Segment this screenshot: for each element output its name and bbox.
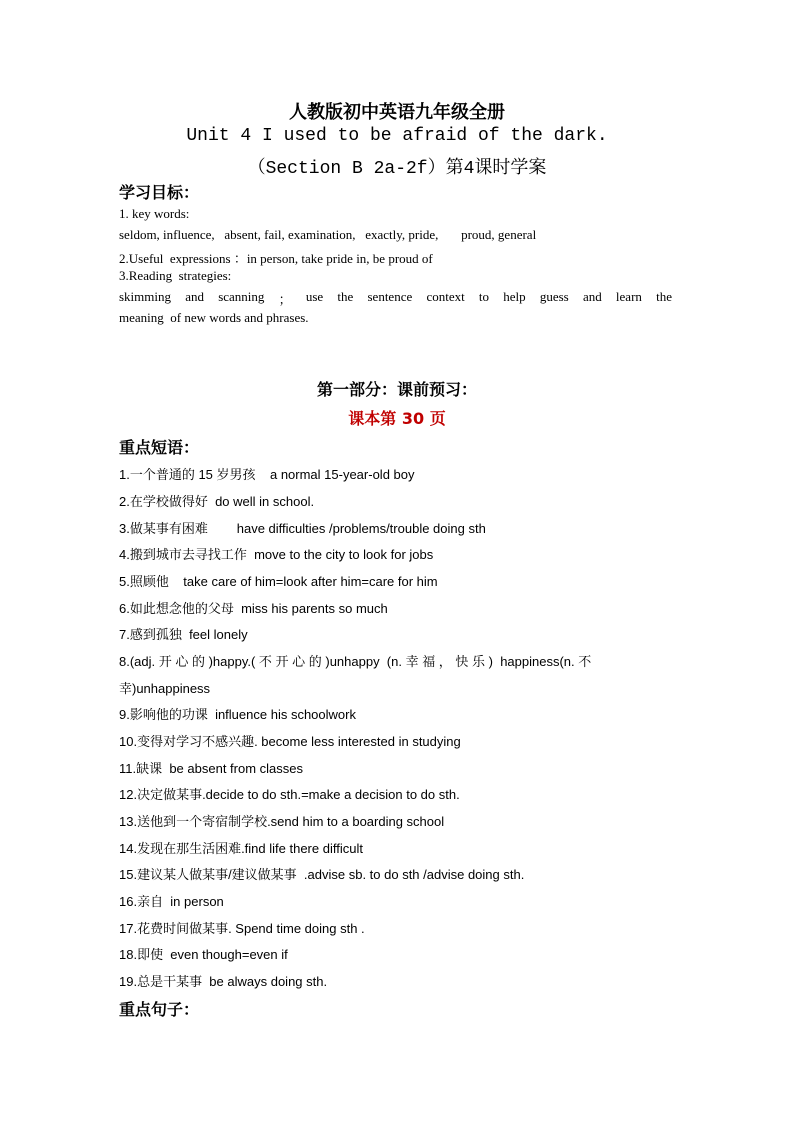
objective-line-4: 3.Reading strategies: bbox=[119, 268, 232, 283]
phrase-item: 11.缺课 be absent from classes bbox=[119, 761, 304, 776]
strategy-word: learn bbox=[615, 289, 642, 304]
key-sentences-heading: 重点句子： bbox=[119, 1000, 200, 1019]
strategy-word: the bbox=[337, 289, 354, 304]
phrase-item: 18.即使 even though=even if bbox=[119, 947, 288, 962]
objective-line-1: 1. key words: bbox=[119, 206, 190, 221]
phrase-item: 15.建议某人做某事/建议做某事 .advise sb. to do sth /advise doing sth. bbox=[119, 867, 525, 882]
phrase-item: 2.在学校做得好 do well in school. bbox=[119, 494, 315, 509]
objective-line-6: meaning of new words and phrases. bbox=[119, 310, 309, 325]
phrase-item: 3.做某事有困难 have difficulties /problems/trouble doing sth bbox=[119, 521, 486, 536]
phrase-item: 13.送他到一个寄宿制学校.send him to a boarding school bbox=[119, 814, 445, 829]
phrase-item: 8.(adj. 开 心 的 )happy.( 不 开 心 的 )unhappy (n. 幸 福 ， 快 乐 ) happiness(n. 不 bbox=[119, 654, 592, 669]
phrase-item: 16.亲自 in person bbox=[119, 894, 224, 909]
title-unit: Unit 4 I used to be afraid of the dark. bbox=[186, 126, 608, 146]
strategy-word: and bbox=[582, 289, 602, 304]
phrase-item: 12.决定做某事.decide to do sth.=make a decision to do sth. bbox=[119, 787, 460, 802]
strategy-word: sentence bbox=[367, 289, 413, 304]
title-chinese: 人教版初中英语九年级全册 bbox=[289, 102, 505, 123]
strategy-word: the bbox=[656, 289, 672, 304]
phrase-item: 幸)unhappiness bbox=[119, 681, 211, 696]
phrase-item: 19.总是干某事 be always doing sth. bbox=[119, 974, 328, 989]
key-phrases-heading: 重点短语： bbox=[119, 438, 200, 457]
strategy-word: ； bbox=[278, 292, 292, 307]
phrase-item: 5.照顾他 take care of him=look after him=care for him bbox=[119, 574, 438, 589]
textbook-page-reference: 课本第 30 页 bbox=[348, 409, 446, 428]
strategy-word: to bbox=[478, 289, 490, 304]
phrase-item: 1.一个普通的 15 岁男孩 a normal 15-year-old boy bbox=[119, 467, 415, 482]
strategy-word: and bbox=[185, 289, 204, 304]
phrase-item: 9.影响他的功课 influence his schoolwork bbox=[119, 707, 356, 722]
objectives-heading: 学习目标： bbox=[119, 183, 200, 202]
phrase-item: 4.搬到城市去寻找工作 move to the city to look for jobs bbox=[119, 547, 434, 562]
objective-line-5 bbox=[119, 289, 672, 308]
title-section: （Section B 2a-2f）第4课时学案 bbox=[247, 159, 547, 179]
phrase-item: 6.如此想念他的父母 miss his parents so much bbox=[119, 601, 388, 616]
phrase-item: 7.感到孤独 feel lonely bbox=[119, 627, 248, 642]
strategy-word: skimming bbox=[119, 289, 172, 304]
strategy-word: context bbox=[426, 289, 465, 304]
strategy-word: help bbox=[503, 289, 526, 304]
phrase-item: 17.花费时间做某事. Spend time doing sth . bbox=[119, 921, 365, 936]
objective-line-2: seldom, influence, absent, fail, examination, exactly, pride, proud, general bbox=[119, 227, 537, 242]
strategy-word: use bbox=[305, 289, 324, 304]
phrase-item: 14.发现在那生活困难.find life there difficult bbox=[119, 841, 363, 856]
strategy-word: guess bbox=[539, 289, 569, 304]
part-one-title: 第一部分：课前预习： bbox=[316, 380, 477, 399]
phrase-item: 10.变得对学习不感兴趣. become less interested in studying bbox=[119, 734, 461, 749]
strategy-word: scanning bbox=[218, 289, 265, 304]
objective-line-3: 2.Useful expressions ：in person, take pride in, be proud of bbox=[119, 251, 433, 266]
